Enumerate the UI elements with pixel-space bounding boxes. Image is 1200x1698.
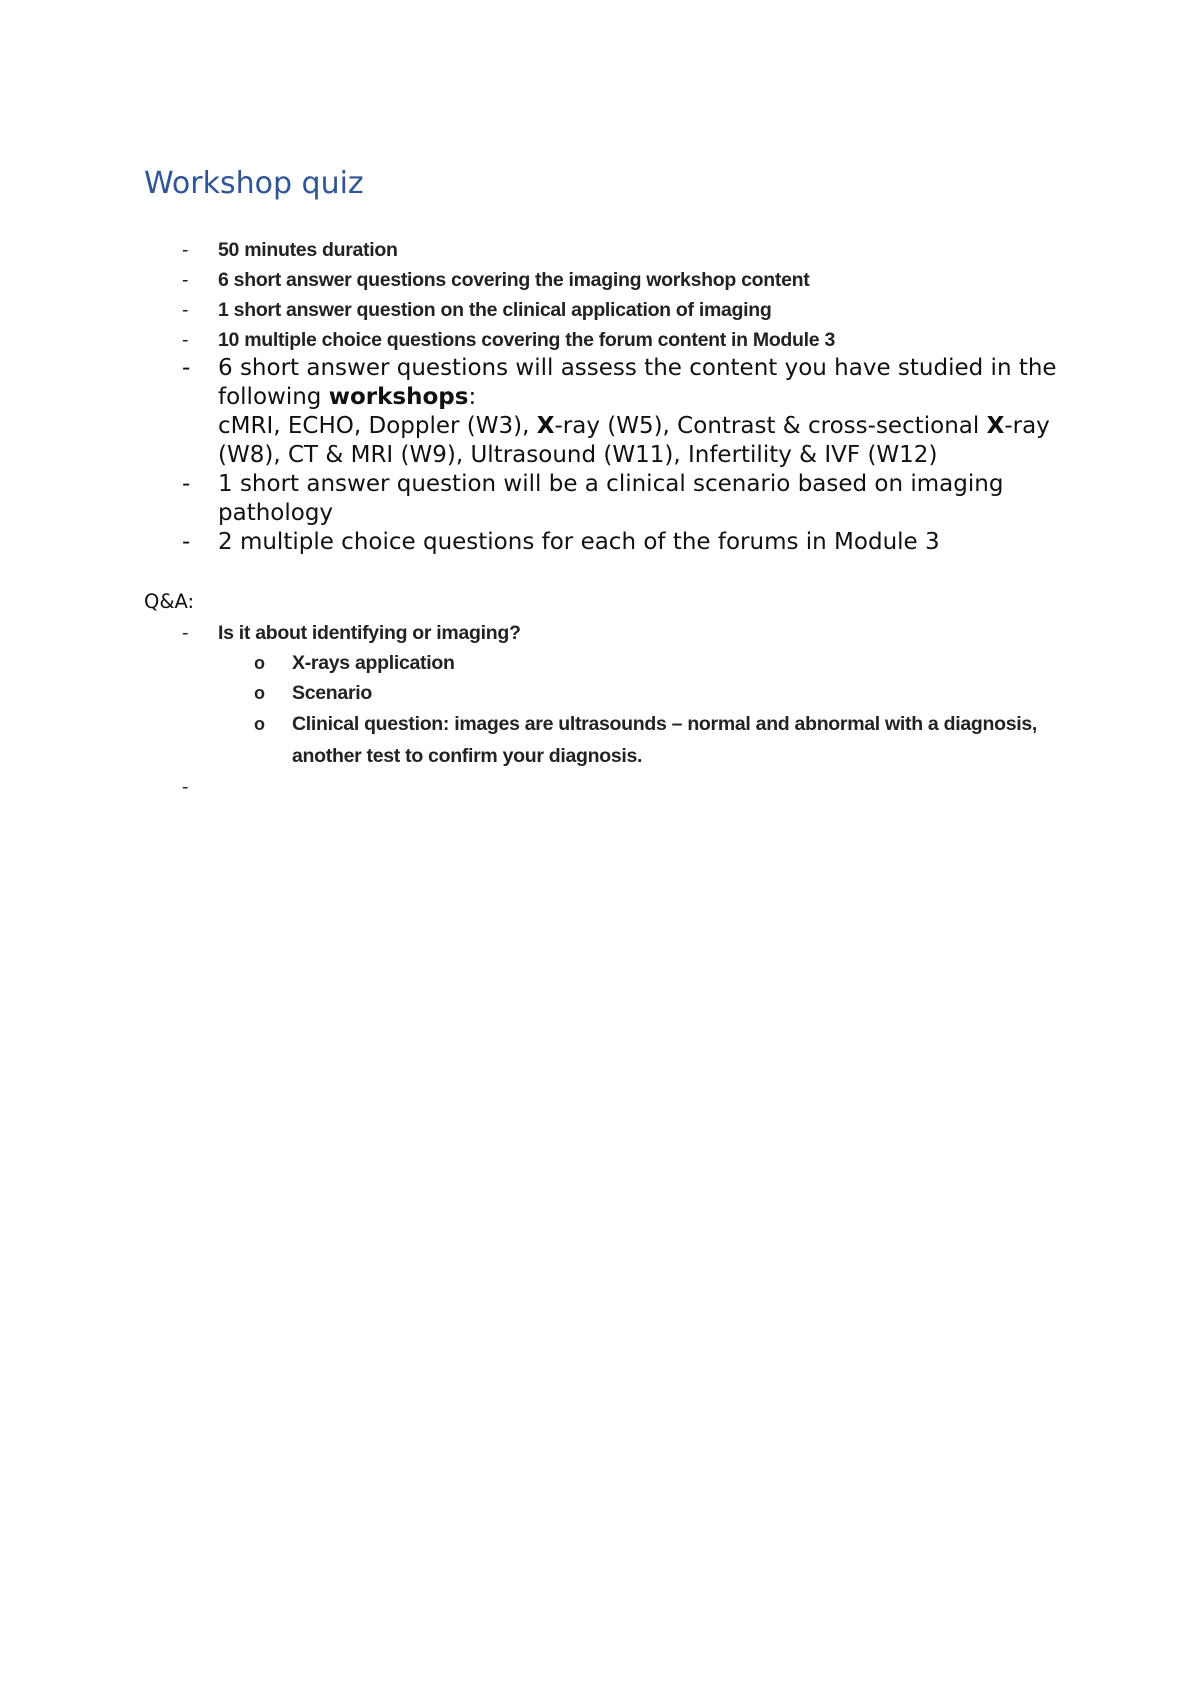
qa-list <box>144 618 1044 802</box>
quiz-details-list <box>144 354 1074 557</box>
detail-text: 2 multiple choice questions for each of the forums in Module 3 <box>218 529 940 555</box>
list-item-text: 6 short answer questions covering the imaging workshop content <box>218 269 810 291</box>
dash-bullet: - <box>182 471 191 497</box>
qa-answer: Clinical question: images are ultrasounds – normal and abnormal with a diagnosis, another test to confirm your diagnosis. <box>292 713 1038 767</box>
list-item <box>144 325 835 355</box>
list-item <box>144 618 1044 648</box>
qa-heading: Q&A: <box>144 590 195 613</box>
workshop-list-text: cMRI, ECHO, Doppler (W3), X-ray (W5), Contrast & cross-sectional X-ray (W8), CT & MRI (W9), Ultrasound (W11), Infertility & IVF (W12) <box>218 413 1050 468</box>
list-item <box>144 528 1074 557</box>
dash-bullet: - <box>182 299 189 321</box>
dash-bullet: - <box>182 355 191 381</box>
qa-answer: Scenario <box>292 682 372 704</box>
dash-bullet: - <box>182 239 189 261</box>
list-item <box>144 354 1074 470</box>
list-item-empty <box>144 772 1044 802</box>
list-item <box>144 470 1074 528</box>
empty-text <box>218 776 223 798</box>
detail-text: 6 short answer questions will assess the content you have studied in the following workshops: <box>218 355 1057 410</box>
dash-bullet: - <box>182 622 189 644</box>
qa-answer: X-rays application <box>292 652 455 674</box>
sub-list-item <box>144 708 1044 772</box>
dash-bullet: - <box>182 529 191 555</box>
list-item-text: 1 short answer question on the clinical application of imaging <box>218 299 772 321</box>
circle-bullet-icon: o <box>254 714 265 734</box>
list-item-text: 50 minutes duration <box>218 239 398 261</box>
list-item <box>144 295 835 325</box>
detail-text: 1 short answer question will be a clinical scenario based on imaging pathology <box>218 471 1004 526</box>
list-item-text: 10 multiple choice questions covering the forum content in Module 3 <box>218 329 835 351</box>
sub-list-item <box>144 678 1044 708</box>
circle-bullet-icon: o <box>254 683 265 703</box>
dash-bullet: - <box>182 776 189 798</box>
list-item <box>144 235 835 265</box>
sub-list-item <box>144 648 1044 678</box>
dash-bullet: - <box>182 269 189 291</box>
list-item <box>144 265 835 295</box>
quiz-summary-list <box>144 235 835 355</box>
qa-question: Is it about identifying or imaging? <box>218 622 521 644</box>
circle-bullet-icon: o <box>254 653 265 673</box>
emphasis-text: workshops <box>328 384 469 410</box>
page-title: Workshop quiz <box>144 166 364 201</box>
dash-bullet: - <box>182 329 189 351</box>
